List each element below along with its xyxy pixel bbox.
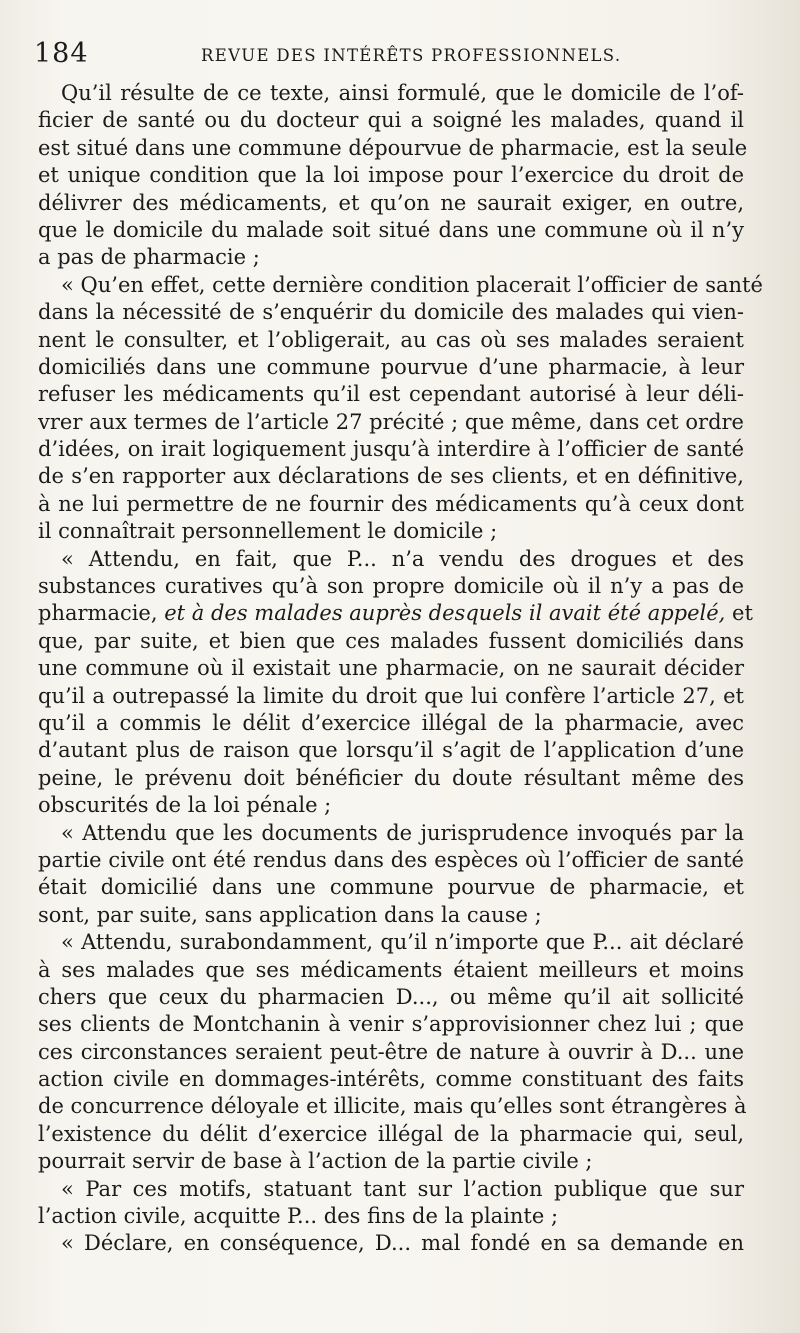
text-line: dans la nécessité de s’enquérir du domicile des malades qui vien- (38, 300, 744, 325)
text-line: ficier de santé ou du docteur qui a soigné les malades, quand il (38, 108, 744, 133)
text-line-with-italic (38, 600, 753, 627)
text-line: qu’il a commis le délit d’exercice illégal de la pharmacie, avec (38, 710, 744, 735)
text-line: sont, par suite, sans application dans la cause ; (38, 902, 542, 927)
text-line: domiciliés dans une commune pourvue d’une pharmacie, à leur (38, 354, 744, 379)
text-line: il connaîtrait personnellement le domicile ; (38, 519, 498, 544)
text-line: « Attendu, surabondamment, qu’il n’importe que P... ait déclaré (61, 930, 744, 955)
text-line: qu’il a outrepassé la limite du droit que lui confère l’article 27, et (38, 683, 744, 708)
running-title: REVUE DES INTÉRÊTS PROFESSIONNELS. (201, 46, 622, 65)
italic-text-segment: et à des malades auprès desquels il avait été appelé, (164, 601, 726, 626)
text-line: « Attendu que les documents de jurisprudence invoqués par la (61, 820, 744, 845)
text-line: l’existence du délit d’exercice illégal de la pharmacie qui, seul, (38, 1121, 744, 1146)
text-segment: pharmacie, (38, 601, 165, 626)
text-line: substances curatives qu’à son propre domicile où il n’y a pas de (38, 574, 744, 599)
text-segment: et (725, 601, 753, 626)
text-line: de s’en rapporter aux déclarations de ses clients, et en définitive, (38, 464, 744, 489)
text-line: vrer aux termes de l’article 27 précité ; que même, dans cet ordre (38, 409, 744, 434)
text-line: « Qu’en effet, cette dernière condition placerait l’officier de santé (61, 272, 763, 297)
text-line: action civile en dommages-intérêts, comme constituant des faits (38, 1067, 744, 1092)
text-line: nent le consulter, et l’obligerait, au cas où ses malades seraient (38, 327, 744, 352)
text-line: que, par suite, et bien que ces malades fussent domiciliés dans (38, 628, 744, 653)
text-line: ses clients de Montchanin à venir s’approvisionner chez lui ; que (38, 1012, 744, 1037)
page-number: 184 (34, 38, 89, 69)
text-line: que le domicile du malade soit situé dans une commune où il n’y (38, 217, 744, 242)
text-line: « Déclare, en conséquence, D... mal fondé en sa demande en (61, 1231, 744, 1256)
text-line: de concurrence déloyale et illicite, mais qu’elles sont étrangères à (38, 1094, 747, 1119)
text-line: à ses malades que ses médicaments étaient meilleurs et moins (38, 957, 744, 982)
text-line: est situé dans une commune dépourvue de pharmacie, est la seule (38, 135, 748, 160)
text-line: était domicilié dans une commune pourvue de pharmacie, et (38, 875, 744, 900)
text-line: à ne lui permettre de ne fournir des médicaments qu’à ceux dont (38, 491, 744, 516)
text-line: d’autant plus de raison que lorsqu’il s’agit de l’application d’une (38, 738, 744, 763)
text-line: « Attendu, en fait, que P... n’a vendu des drogues et des (61, 546, 744, 571)
text-line: chers que ceux du pharmacien D..., ou même qu’il ait sollicité (38, 984, 744, 1009)
text-line: « Par ces motifs, statuant tant sur l’action publique que sur (61, 1176, 744, 1201)
text-line: d’idées, on irait logiquement jusqu’à interdire à l’officier de santé (38, 437, 744, 462)
text-line: délivrer des médicaments, et qu’on ne saurait exiger, en outre, (38, 190, 744, 215)
text-line: pourrait servir de base à l’action de la partie civile ; (38, 1149, 593, 1174)
text-line: refuser les médicaments qu’il est cependant autorisé à leur déli- (38, 382, 744, 407)
text-line: a pas de pharmacie ; (38, 245, 260, 270)
text-line: une commune où il existait une pharmacie, on ne saurait décider (38, 656, 744, 681)
text-line: Qu’il résulte de ce texte, ainsi formulé, que le domicile de l’of- (61, 81, 744, 105)
text-line: partie civile ont été rendus dans des espèces où l’officier de santé (38, 847, 744, 872)
text-line: et unique condition que la loi impose pour l’exercice du droit de (38, 163, 744, 188)
text-line: obscurités de la loi pénale ; (38, 793, 332, 818)
text-line: l’action civile, acquitte P... des fins de la plainte ; (38, 1204, 559, 1229)
text-line: peine, le prévenu doit bénéficier du doute résultant même des (38, 765, 744, 790)
text-line: ces circonstances seraient peut-être de nature à ouvrir à D... une (38, 1039, 744, 1064)
page-header (34, 38, 754, 74)
body-text (38, 80, 763, 1258)
